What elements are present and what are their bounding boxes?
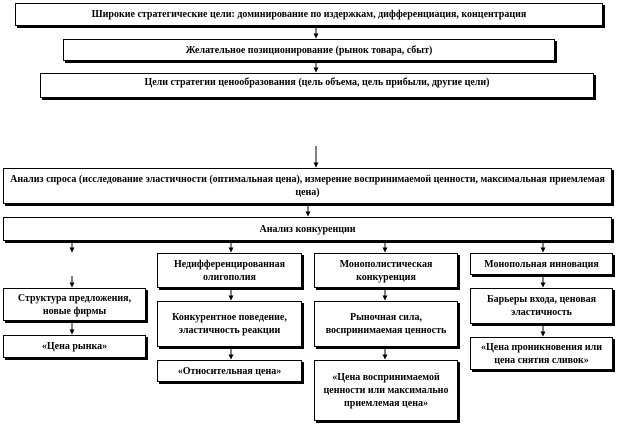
competition-analysis-box: Анализ конкуренции (3, 217, 612, 241)
penetration-price-box: «Цена проникновения или цена снятия сливок» (470, 337, 613, 370)
market-price-box: «Цена рынка» (3, 335, 146, 358)
oligopoly-box: Недифференцированная олигополия (157, 253, 302, 288)
pricing-goals-box: Цели стратегии ценообразования (цель объема, цель прибыли, другие цели) (40, 73, 594, 98)
strategic-goals-box: Широкие стратегические цели: доминирование по издержкам, дифференциация, концентрация (15, 3, 603, 26)
monopoly-innovation-box: Монопольная инновация (470, 253, 613, 275)
structure-box: Структура предложения, новые фирмы (3, 288, 146, 321)
perceived-value-price-box: «Цена воспринимаемой ценности или максимально приемлемая цена» (314, 360, 458, 421)
positioning-box: Желательное позиционирование (рынок товара, сбыт) (63, 39, 555, 61)
relative-price-box: «Относительная цена» (157, 360, 302, 382)
market-power-box: Рыночная сила, воспринимаемая ценность (314, 301, 458, 347)
entry-barriers-box: Барьеры входа, ценовая эластичность (470, 288, 613, 324)
demand-analysis-box: Анализ спроса (исследование эластичности (оптимальная цена), измерение воспринимаемой ценности, максимальная приемлемая цена) (3, 168, 612, 204)
competitive-behavior-box: Конкурентное поведение, эластичность реакции (157, 301, 302, 347)
monopolistic-box: Монополистическая конкуренция (314, 253, 458, 288)
